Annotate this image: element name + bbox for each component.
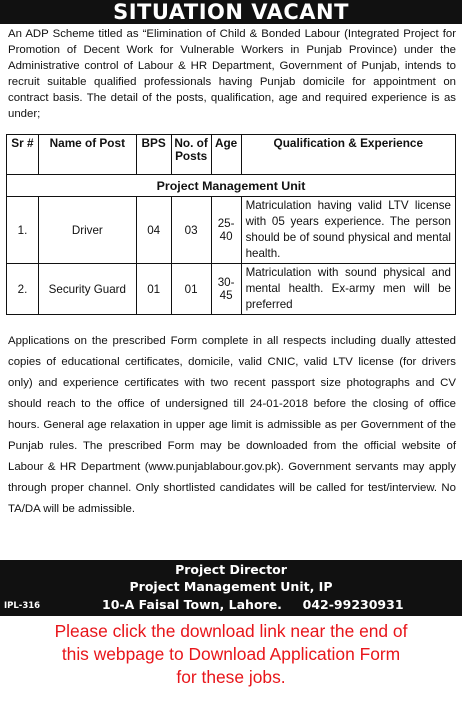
row-name: Driver: [38, 197, 136, 264]
row-sr: 2.: [7, 264, 39, 315]
row-age: 30-45: [211, 264, 241, 315]
contact-footer: [0, 560, 462, 616]
row-sr: 1.: [7, 197, 39, 264]
notice-line: this webpage to Download Application Form: [61, 644, 401, 664]
page-title: SITUATION VACANT: [0, 0, 462, 24]
row-posts: 01: [171, 264, 211, 315]
download-notice: [0, 620, 462, 689]
table-row: [7, 197, 456, 264]
unit-label: Project Management Unit: [7, 175, 456, 197]
header-age: Age: [211, 135, 241, 175]
footer-office: Project Management Unit, IP: [129, 579, 333, 594]
row-name: Security Guard: [38, 264, 136, 315]
application-instructions: Applications on the prescribed Form complete in all respects including dually attested copies of educational certificates, domicile, valid CNIC, valid LTV license (for drivers only) and experience certificates with two recent passport size photographs and CV should reach to the office of undersigned till 24-01-2018 before the closing of office hours. General age relaxation in upper age limit is admissible as per Government of the Punjab rules. The prescribed Form may be downloaded from the official website of Labour & HR Department (www.punjablabour.gov.pk). Government servants may apply through proper channel. Only shortlisted candidates will be called for test/interview. No TA/DA will be admissible.: [8, 335, 456, 515]
unit-row: [7, 175, 456, 197]
table-header-row: [7, 135, 456, 175]
footer-address: 10-A Faisal Town, Lahore.: [102, 597, 282, 612]
table-row: [7, 264, 456, 315]
header-no-of-posts: No. of Posts: [171, 135, 211, 175]
ipl-reference: IPL-316: [4, 601, 41, 611]
row-qualification: Matriculation having valid LTV license with 05 years experience. The person should be of sound physical and mental health.: [241, 197, 455, 264]
row-qualification: Matriculation with sound physical and mental health. Ex-army men will be preferred: [241, 264, 455, 315]
posts-table: [6, 134, 456, 315]
header-qualification: Qualification & Experience: [241, 135, 455, 175]
header-name-of-post: Name of Post: [38, 135, 136, 175]
footer-phone: 042-99230931: [302, 597, 404, 612]
intro-paragraph: An ADP Scheme titled as “Elimination of Child & Bonded Labour (Integrated Project for Promotion of Decent Work for Vulnerable Workers in Punjab Province) under the Administrative control of Labour & HR Department, Government of Punjab, intends to recruit suitable qualified professionals having Punjab domicile for appointment on contract basis. The detail of the posts, qualification, age and required experience is as under;: [8, 28, 456, 120]
notice-line: Please click the download link near the end of: [54, 621, 408, 641]
header-sr: Sr #: [7, 135, 39, 175]
notice-line: for these jobs.: [176, 667, 286, 687]
row-posts: 03: [171, 197, 211, 264]
row-age: 25-40: [211, 197, 241, 264]
footer-designation: Project Director: [175, 562, 287, 577]
header-bps: BPS: [136, 135, 171, 175]
row-bps: 04: [136, 197, 171, 264]
row-bps: 01: [136, 264, 171, 315]
footer-address-line: [102, 597, 404, 613]
